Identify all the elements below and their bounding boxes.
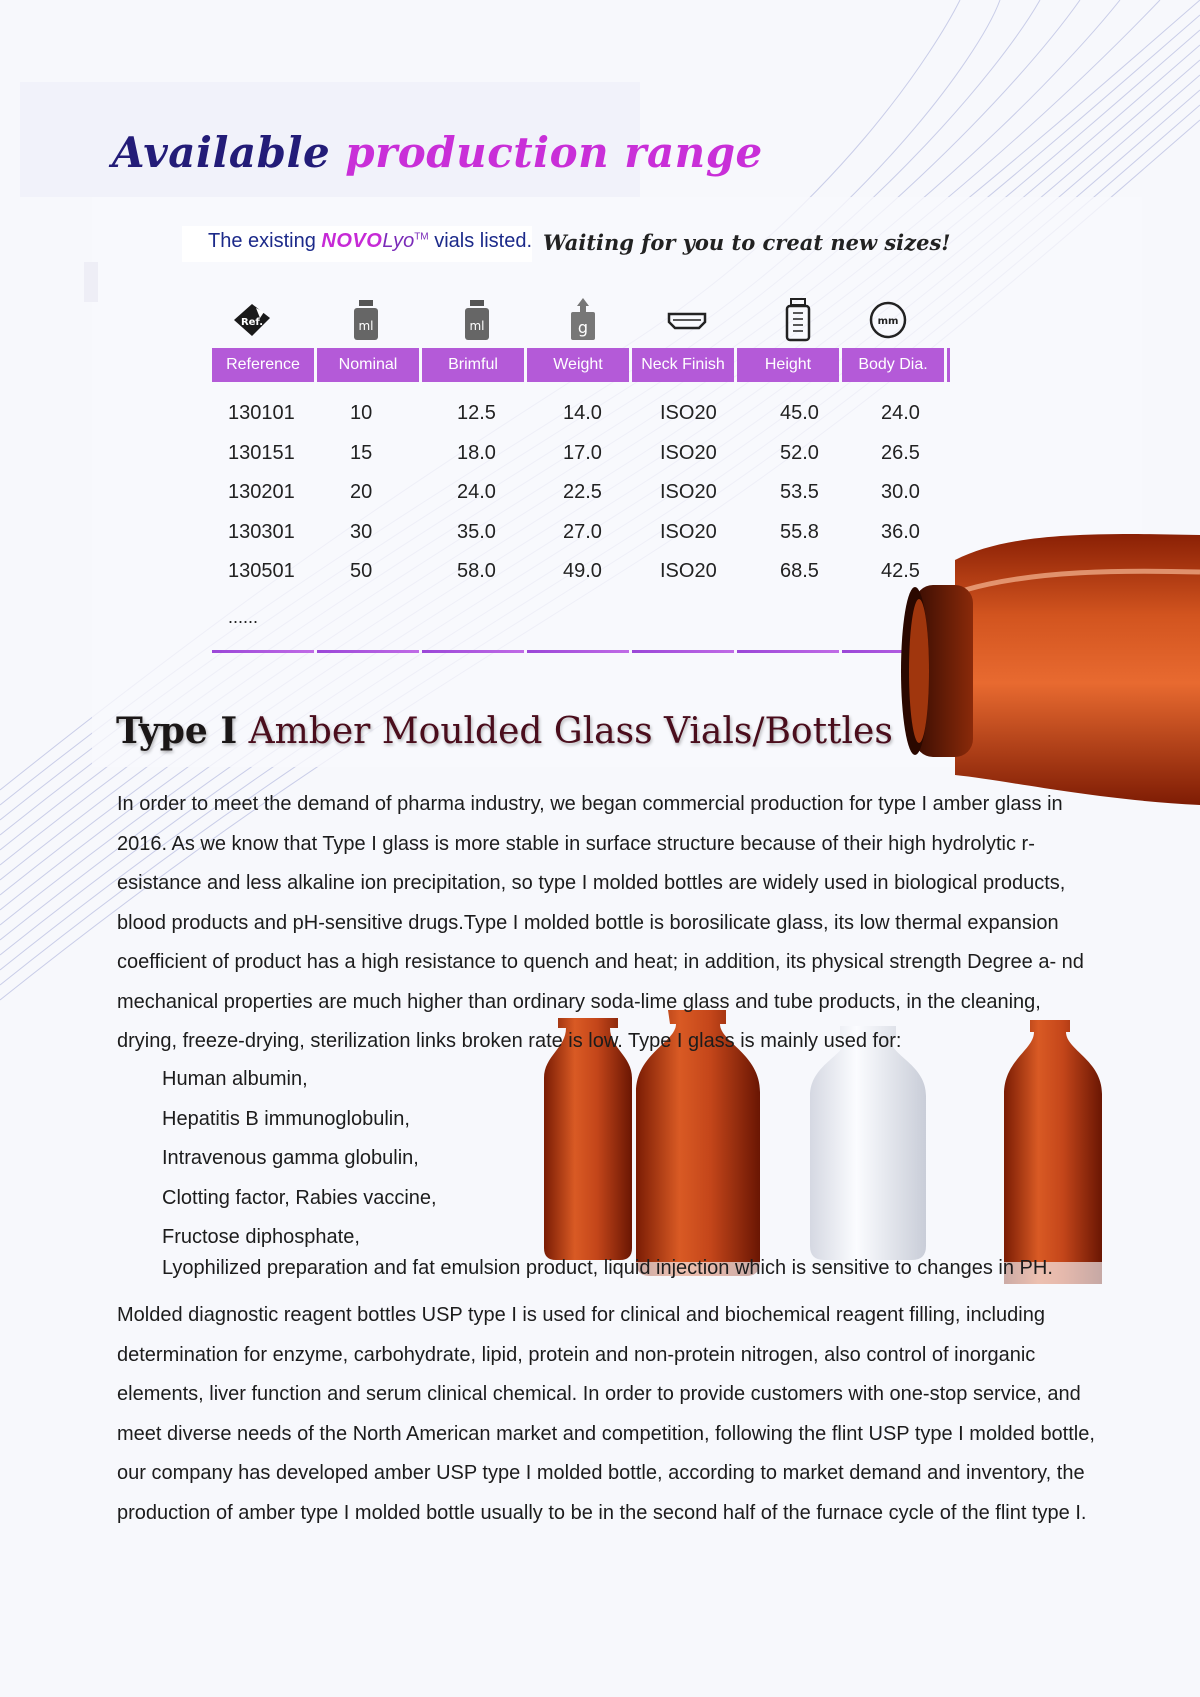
reference-badge-icon bbox=[230, 298, 274, 342]
subtitle-prefix: The existing bbox=[208, 230, 316, 252]
footer-segment bbox=[737, 650, 839, 653]
cell-nominal: 50 bbox=[350, 560, 373, 582]
table-more-ellipsis: ...... bbox=[228, 607, 259, 627]
cell-reference: 130101 bbox=[228, 402, 295, 424]
cell-brimful: 35.0 bbox=[457, 520, 496, 543]
amber-bottle-neck-image bbox=[895, 530, 1200, 805]
cell-nominal: 15 bbox=[350, 441, 373, 464]
footer-segment bbox=[317, 650, 419, 653]
footer-segment bbox=[527, 650, 629, 653]
list-item: Clotting factor, Rabies vaccine, bbox=[162, 1186, 437, 1209]
uses-list bbox=[162, 1060, 437, 1258]
table-row bbox=[212, 521, 972, 561]
uses-last-line: Lyophilized preparation and fat emulsion product, liquid injection which is sensitive to changes in PH. bbox=[162, 1257, 1053, 1279]
cell-weight: 49.0 bbox=[563, 560, 602, 582]
cell-weight: 22.5 bbox=[563, 481, 602, 503]
brand-novo: NOVO bbox=[321, 230, 383, 252]
header-end-cap bbox=[947, 348, 950, 382]
footer-segment bbox=[632, 650, 734, 653]
cell-nominal: 20 bbox=[350, 481, 373, 503]
footer-segment bbox=[422, 650, 524, 653]
cell-reference: 130501 bbox=[228, 560, 295, 582]
list-item: Intravenous gamma globulin, bbox=[162, 1147, 419, 1169]
table-row bbox=[212, 481, 972, 521]
section-title-type: Type I bbox=[116, 710, 238, 752]
weight-g-label: g bbox=[577, 318, 589, 337]
cell-neck-finish: ISO20 bbox=[660, 481, 717, 503]
brand-lyo: Lyo bbox=[382, 230, 415, 252]
cell-reference: 130151 bbox=[228, 441, 295, 464]
table-footer-rule bbox=[212, 650, 947, 653]
cell-neck-finish: ISO20 bbox=[660, 402, 717, 424]
table-row bbox=[212, 442, 972, 482]
subtitle-line bbox=[208, 230, 532, 253]
cell-body-dia: 42.5 bbox=[881, 560, 920, 582]
cell-brimful: 12.5 bbox=[457, 402, 496, 424]
cell-body-dia: 36.0 bbox=[881, 520, 920, 543]
title-part-available: Available bbox=[112, 128, 331, 177]
cell-nominal: 10 bbox=[350, 402, 373, 424]
brand-trademark: TM bbox=[414, 231, 429, 243]
header-body-dia: Body Dia. bbox=[842, 348, 944, 382]
title-part-range: production range bbox=[345, 128, 763, 177]
cell-body-dia: 30.0 bbox=[881, 481, 920, 503]
section-title-product: Amber Moulded Glass Vials/Bottles bbox=[248, 711, 893, 752]
cell-neck-finish: ISO20 bbox=[660, 520, 717, 543]
cell-height: 53.5 bbox=[780, 481, 819, 503]
bottle-ml-label: ml bbox=[469, 319, 485, 333]
cell-weight: 14.0 bbox=[563, 402, 602, 424]
cell-height: 52.0 bbox=[780, 441, 819, 464]
cell-neck-finish: ISO20 bbox=[660, 560, 717, 582]
header-brimful: Brimful bbox=[422, 348, 524, 382]
cell-brimful: 24.0 bbox=[457, 481, 496, 503]
tagline: Waiting for you to creat new sizes! bbox=[543, 230, 951, 255]
header-reference: Reference bbox=[212, 348, 314, 382]
footer-segment bbox=[212, 650, 314, 653]
section-title bbox=[116, 710, 893, 752]
cell-body-dia: 24.0 bbox=[881, 402, 920, 424]
list-item: Hepatitis B immunoglobulin, bbox=[162, 1107, 410, 1130]
closing-paragraph: Molded diagnostic reagent bottles USP type I is used for clinical and biochemical reagent filling, including determination for enzyme, carbohydrate, lipid, protein and non-protein nitrogen, also control of inorganic elements, liver function and serum clinical chemical. In order to provide customers with one-stop service, and meet diverse needs of the North American market and competition, following the flint USP type I molded bottle, our company has developed amber USP type I molded bottle, according to market demand and inventory, the production of amber type I molded bottle usually to be in the second half of the furnace cycle of the flint type I. bbox=[117, 1304, 1095, 1524]
cell-body-dia: 26.5 bbox=[881, 441, 920, 464]
cell-brimful: 18.0 bbox=[457, 441, 496, 464]
page-title bbox=[112, 128, 763, 177]
cell-height: 55.8 bbox=[780, 520, 819, 543]
header-height: Height bbox=[737, 348, 839, 382]
cell-weight: 17.0 bbox=[563, 441, 602, 464]
header-neck-finish: Neck Finish bbox=[632, 348, 734, 382]
reference-badge-label: Ref. bbox=[240, 317, 264, 328]
header-nominal: Nominal bbox=[317, 348, 419, 382]
header-weight: Weight bbox=[527, 348, 629, 382]
cell-neck-finish: ISO20 bbox=[660, 441, 717, 464]
list-item: Fructose diphosphate, bbox=[162, 1226, 360, 1248]
table-row bbox=[212, 560, 972, 600]
neck-finish-icon bbox=[665, 298, 709, 342]
weight-g-icon bbox=[561, 298, 605, 342]
cell-nominal: 30 bbox=[350, 520, 373, 543]
panel-notch bbox=[84, 262, 98, 302]
list-item: Human albumin, bbox=[162, 1068, 308, 1090]
cell-weight: 27.0 bbox=[563, 520, 602, 543]
subtitle-suffix: vials listed. bbox=[434, 230, 533, 252]
table-row bbox=[212, 402, 972, 442]
bottle-ml-icon bbox=[344, 298, 388, 342]
diameter-mm-label: mm bbox=[877, 316, 899, 327]
cell-height: 68.5 bbox=[780, 560, 819, 582]
cell-height: 45.0 bbox=[780, 402, 819, 424]
cell-brimful: 58.0 bbox=[457, 560, 496, 582]
cell-reference: 130301 bbox=[228, 520, 295, 543]
diameter-mm-icon bbox=[866, 298, 910, 342]
bottle-ml-label: ml bbox=[358, 319, 374, 333]
bottle-ml-icon bbox=[455, 298, 499, 342]
table-body bbox=[212, 402, 972, 600]
table-header bbox=[212, 348, 950, 382]
height-ruler-icon bbox=[776, 298, 820, 342]
intro-paragraph: In order to meet the demand of pharma industry, we began commercial production for type I amber glass in 2016. As we know that Type I glass is more stable in surface structure because of their high hydrolytic r- esistance and less alkaline ion precipitation, so type I molded bottles are widely used in biological products, blood products and pH-sensitive drugs.Type I molded bottle is borosilicate glass, its low thermal expansion coefficient of product has a high resistance to quench and heat; in addition, its physical strength Degree a- nd mechanical properties are much higher than ordinary soda-lime glass and tube products, in the cleaning, drying, freeze-drying, sterilization links broken rate is low. Type I glass is mainly used for: bbox=[117, 793, 1084, 1052]
cell-reference: 130201 bbox=[228, 481, 295, 503]
